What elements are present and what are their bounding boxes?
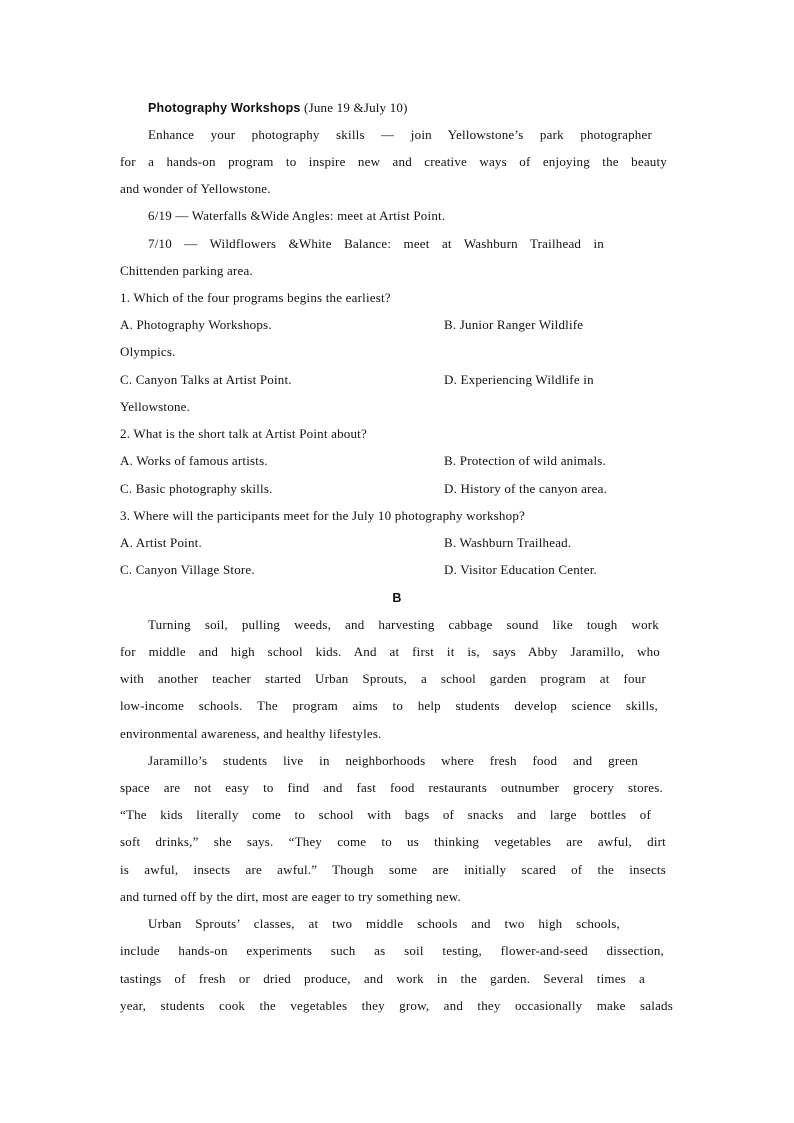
paragraph-line: is awful, insects are awful.” Though some are initially scared of the insects <box>120 862 666 877</box>
option-a: A. Artist Point. <box>120 535 202 550</box>
schedule-item: 7/10 — Wildflowers &White Balance: meet at Washburn Trailhead in <box>148 236 604 251</box>
option-b-wrap: Olympics. <box>120 344 176 359</box>
paragraph-line: include hands-on experiments such as soil testing, flower-and-seed dissection, <box>120 943 664 958</box>
option-d: D. History of the canyon area. <box>444 481 608 496</box>
paragraph-line: and turned off by the dirt, most are eager to try something new. <box>120 889 461 904</box>
workshop-title: Photography Workshops <box>148 101 301 115</box>
option-b: B. Washburn Trailhead. <box>444 535 572 550</box>
paragraph-line: space are not easy to find and fast food restaurants outnumber grocery stores. <box>120 780 663 795</box>
intro-line: for a hands-on program to inspire new and creative ways of enjoying the beauty <box>120 154 667 169</box>
paragraph-line: “The kids literally come to school with bags of snacks and large bottles of <box>120 807 651 822</box>
option-c: C. Basic photography skills. <box>120 481 273 496</box>
schedule-item: 6/19 — Waterfalls &Wide Angles: meet at Artist Point. <box>148 208 446 223</box>
question-stem: 2. What is the short talk at Artist Point about? <box>120 426 367 441</box>
intro-line: and wonder of Yellowstone. <box>120 181 271 196</box>
section-b-heading: B <box>392 591 402 605</box>
option-c: C. Canyon Talks at Artist Point. <box>120 372 292 387</box>
schedule-continuation: Chittenden parking area. <box>120 263 253 278</box>
paragraph-line: soft drinks,” she says. “They come to us thinking vegetables are awful, dirt <box>120 834 666 849</box>
option-c: C. Canyon Village Store. <box>120 562 255 577</box>
paragraph-line: environmental awareness, and healthy lifestyles. <box>120 726 382 741</box>
option-d: D. Visitor Education Center. <box>444 562 597 577</box>
option-a: A. Photography Workshops. <box>120 317 272 332</box>
paragraph-line: low-income schools. The program aims to help students develop science skills, <box>120 698 658 713</box>
option-b: B. Junior Ranger Wildlife <box>444 317 584 332</box>
paragraph-line: for middle and high school kids. And at first it is, says Abby Jaramillo, who <box>120 644 660 659</box>
option-a: A. Works of famous artists. <box>120 453 268 468</box>
question-stem: 3. Where will the participants meet for the July 10 photography workshop? <box>120 508 525 523</box>
paragraph-line: Jaramillo’s students live in neighborhoods where fresh food and green <box>148 753 638 768</box>
paragraph-line: Turning soil, pulling weeds, and harvesting cabbage sound like tough work <box>148 617 659 632</box>
option-d-wrap: Yellowstone. <box>120 399 191 414</box>
paragraph-line: with another teacher started Urban Sprouts, a school garden program at four <box>120 671 646 686</box>
workshop-heading <box>148 99 408 117</box>
intro-line: Enhance your photography skills — join Yellowstone’s park photographer <box>148 127 652 142</box>
paragraph-line: year, students cook the vegetables they grow, and they occasionally make salads <box>120 998 673 1013</box>
paragraph-line: tastings of fresh or dried produce, and work in the garden. Several times a <box>120 971 645 986</box>
option-d: D. Experiencing Wildlife in <box>444 372 594 387</box>
paragraph-line: Urban Sprouts’ classes, at two middle schools and two high schools, <box>148 916 620 931</box>
workshop-dates: (June 19 &July 10) <box>300 100 408 115</box>
option-b: B. Protection of wild animals. <box>444 453 606 468</box>
question-stem: 1. Which of the four programs begins the earliest? <box>120 290 391 305</box>
